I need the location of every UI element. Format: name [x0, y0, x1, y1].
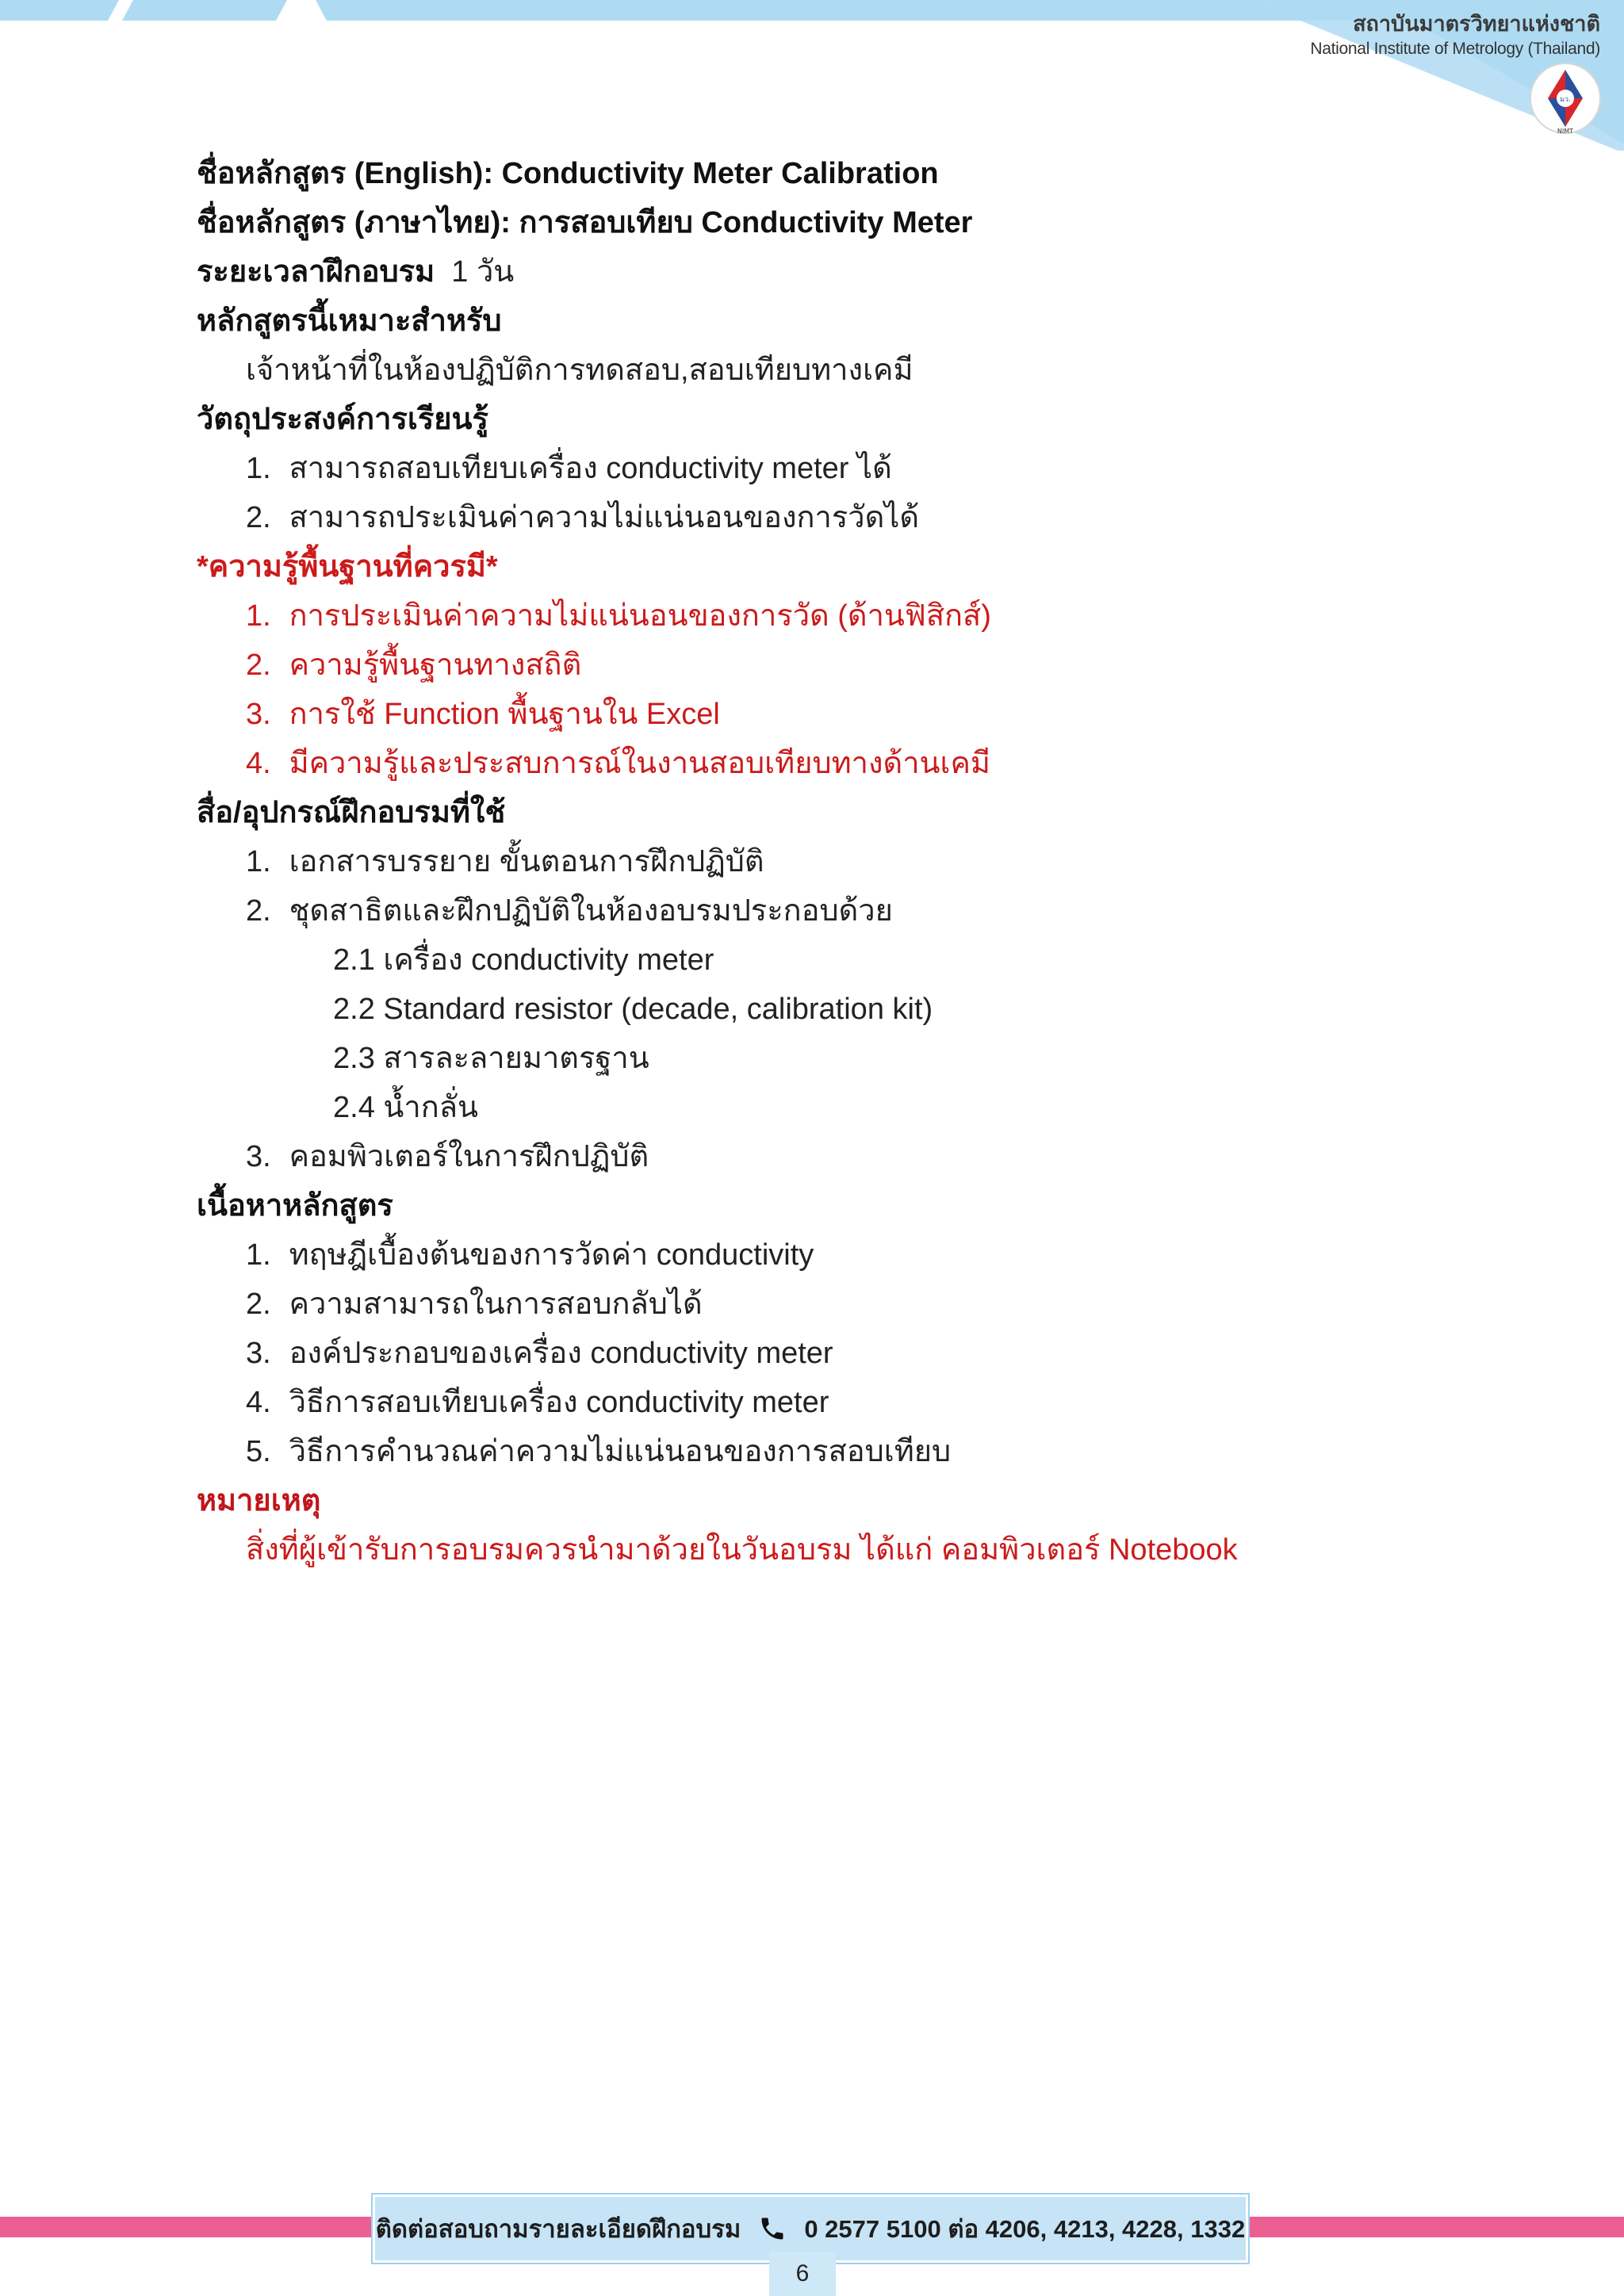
- prerequisites-heading: *ความรู้พื้นฐานที่ควรมี*: [197, 550, 498, 584]
- item-number: 4.: [246, 1386, 271, 1419]
- sub-list-item: 2.2 Standard resistor (decade, calibration kit): [333, 993, 933, 1026]
- list-item: [197, 690, 1497, 739]
- note-text: สิ่งที่ผู้เข้ารับการอบรมควรนำมาด้วยในวันอบรม ได้แก่ คอมพิวเตอร์ Notebook: [246, 1533, 1238, 1567]
- list-item: [197, 886, 1497, 936]
- item-text: การใช้ Function พื้นฐานใน Excel: [289, 698, 720, 731]
- course-name-english: Conductivity Meter Calibration: [501, 157, 939, 190]
- duration-value: 1 วัน: [451, 255, 515, 289]
- sub-list-item: 2.1 เครื่อง conductivity meter: [333, 943, 714, 977]
- duration-label: ระยะเวลาฝึกอบรม: [197, 255, 435, 289]
- course-name-thai-row: [197, 198, 1497, 247]
- list-item: [197, 591, 1497, 641]
- objectives-heading: วัตถุประสงค์การเรียนรู้: [197, 403, 488, 436]
- item-number: 3.: [246, 1140, 271, 1173]
- nimt-logo: [1529, 62, 1602, 135]
- item-text: การประเมินค่าความไม่แน่นอนของการวัด (ด้านฟิสิกส์): [289, 599, 991, 633]
- item-number: 3.: [246, 698, 271, 731]
- item-number: 3.: [246, 1337, 271, 1370]
- item-number: 2.: [246, 501, 271, 534]
- course-name-thai: การสอบเทียบ Conductivity Meter: [519, 206, 973, 239]
- sub-list-item: 2.3 สารละลายมาตรฐาน: [333, 1042, 649, 1075]
- course-name-thai-label: ชื่อหลักสูตร (ภาษาไทย):: [197, 206, 511, 239]
- item-number: 2.: [246, 1288, 271, 1321]
- list-item: [197, 1329, 1497, 1378]
- list-item: [197, 1230, 1497, 1280]
- item-text: คอมพิวเตอร์ในการฝึกปฏิบัติ: [289, 1140, 649, 1173]
- item-text: มีความรู้และประสบการณ์ในงานสอบเทียบทางด้านเคมี: [289, 747, 990, 780]
- list-item: [197, 493, 1497, 542]
- content-heading: เนื้อหาหลักสูตร: [197, 1189, 393, 1223]
- audience-heading: หลักสูตรนี้เหมาะสำหรับ: [197, 304, 502, 338]
- materials-heading: สื่อ/อุปกรณ์ฝึกอบรมที่ใช้: [197, 796, 506, 829]
- list-item: [197, 1132, 1497, 1181]
- org-name-thai: สถาบันมาตรวิทยาแห่งชาติ: [1353, 12, 1600, 36]
- course-details: [197, 149, 1497, 1575]
- item-text: ความรู้พื้นฐานทางสถิติ: [289, 649, 582, 682]
- organization-name: [1310, 10, 1600, 60]
- list-item: [197, 739, 1497, 788]
- item-text: องค์ประกอบของเครื่อง conductivity meter: [289, 1337, 833, 1370]
- item-number: 2.: [246, 649, 271, 682]
- list-item: [197, 641, 1497, 690]
- course-name-english-label: ชื่อหลักสูตร (English):: [197, 157, 493, 190]
- item-number: 1.: [246, 452, 271, 485]
- note-heading: หมายเหตุ: [197, 1484, 321, 1517]
- item-number: 1.: [246, 599, 271, 633]
- contact-phone: 0 2577 5100 ต่อ 4206, 4213, 4228, 1332: [804, 2215, 1246, 2243]
- item-number: 1.: [246, 1238, 271, 1272]
- course-name-english-row: [197, 149, 1497, 198]
- item-text: ทฤษฎีเบื้องต้นของการวัดค่า conductivity: [289, 1238, 814, 1272]
- item-text: ชุดสาธิตและฝึกปฏิบัติในห้องอบรมประกอบด้วย: [289, 894, 893, 928]
- item-number: 5.: [246, 1435, 271, 1468]
- item-number: 2.: [246, 894, 271, 928]
- sub-list-item: 2.4 น้ำกลั่น: [333, 1091, 478, 1124]
- list-item: [197, 837, 1497, 886]
- logo-text: มว.: [1560, 96, 1571, 104]
- contact-label: ติดต่อสอบถามรายละเอียดฝึกอบรม: [375, 2215, 741, 2243]
- list-item: [197, 1280, 1497, 1329]
- list-item: [197, 1378, 1497, 1427]
- page-number: 6: [769, 2252, 836, 2296]
- item-text: ความสามารถในการสอบกลับได้: [289, 1288, 703, 1321]
- duration-row: [197, 247, 1497, 297]
- org-name-english: National Institute of Metrology (Thailand): [1310, 40, 1600, 58]
- item-text: วิธีการสอบเทียบเครื่อง conductivity meter: [289, 1386, 829, 1419]
- list-item: [197, 444, 1497, 493]
- item-text: วิธีการคำนวณค่าความไม่แน่นอนของการสอบเทียบ: [289, 1435, 952, 1468]
- audience-text: เจ้าหน้าที่ในห้องปฏิบัติการทดสอบ,สอบเทียบทางเคมี: [246, 354, 914, 387]
- item-text: สามารถสอบเทียบเครื่อง conductivity meter ได้: [289, 452, 892, 485]
- item-number: 4.: [246, 747, 271, 780]
- list-item: [197, 1427, 1497, 1476]
- phone-icon: [758, 2214, 787, 2243]
- item-text: สามารถประเมินค่าความไม่แน่นอนของการวัดได้: [289, 501, 920, 534]
- logo-sub: NIMT: [1557, 128, 1574, 135]
- item-text: เอกสารบรรยาย ขั้นตอนการฝึกปฏิบัติ: [289, 845, 764, 878]
- item-number: 1.: [246, 845, 271, 878]
